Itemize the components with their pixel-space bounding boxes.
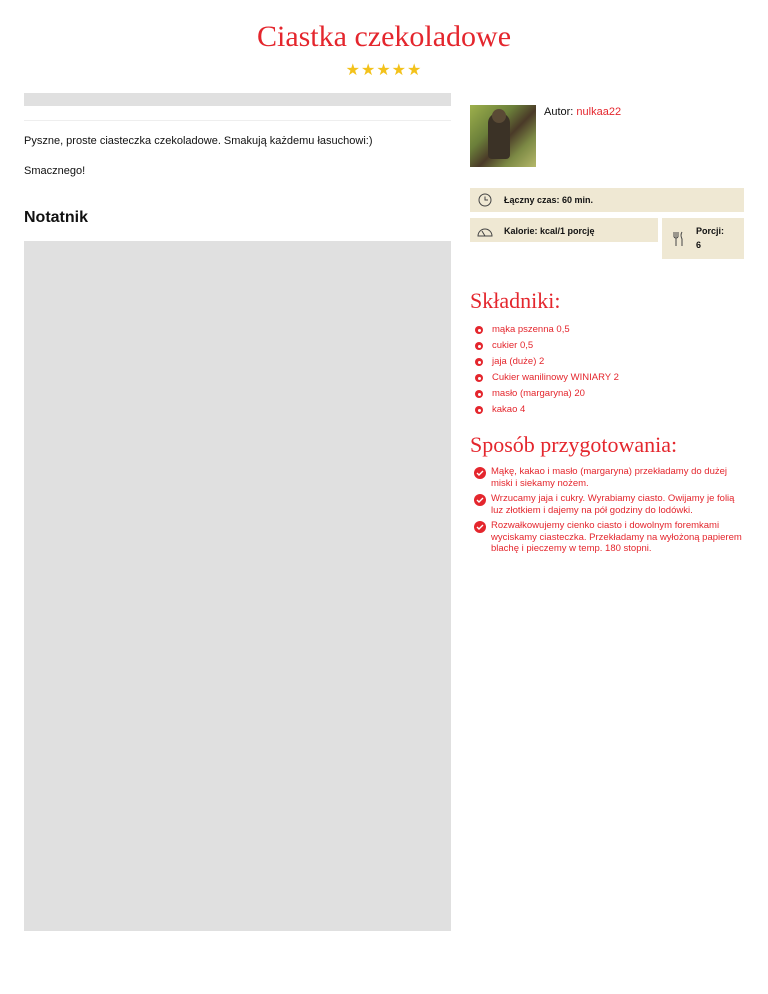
rating-stars[interactable]: ★★★★★	[345, 62, 423, 79]
ingredient-text: kakao 4	[492, 404, 526, 415]
notes-title: Notatnik	[24, 209, 88, 226]
ingredient-text: cukier 0,5	[492, 340, 534, 351]
author-avatar[interactable]	[470, 105, 536, 167]
recipe-title: Ciastka czekoladowe	[256, 20, 512, 53]
circle-bullet-icon	[475, 390, 483, 398]
step-item	[474, 466, 746, 489]
servings-value: 6	[696, 240, 702, 250]
total-time-text: Łączny czas: 60 min.	[504, 195, 594, 205]
ingredient-item	[475, 338, 619, 354]
check-circle-icon	[474, 521, 486, 533]
ingredient-text: jaja (duże) 2	[492, 356, 545, 367]
ingredient-item	[475, 370, 619, 386]
step-text: Mąkę, kakao i masło (margaryna) przekładamy do dużej miski i siekamy nożem.	[491, 466, 728, 489]
circle-bullet-icon	[475, 326, 483, 334]
ingredient-text: mąka pszenna 0,5	[492, 324, 570, 335]
author-line	[544, 106, 621, 118]
circle-bullet-icon	[475, 374, 483, 382]
notes-textarea[interactable]	[24, 241, 451, 931]
ingredients-title: Składniki:	[470, 288, 561, 313]
ingredient-item	[475, 354, 619, 370]
ingredient-item	[475, 402, 619, 418]
recipe-description: Pyszne, proste ciasteczka czekoladowe. Smakują każdemu łasuchowi:)	[24, 135, 373, 147]
step-text: Wrzucamy jaja i cukry. Wyrabiamy ciasto. Owijamy je folią luz złotkiem i dajemy na pół godziny do lodówki.	[491, 493, 735, 516]
ingredient-item	[475, 386, 619, 402]
step-item	[474, 520, 746, 555]
avatar-head	[492, 109, 506, 123]
clock-icon	[478, 193, 492, 207]
servings-label: Porcji:	[696, 226, 725, 236]
divider	[24, 120, 451, 121]
step-item	[474, 493, 746, 516]
ingredient-item	[475, 322, 619, 338]
circle-bullet-icon	[475, 342, 483, 350]
cutlery-icon	[672, 231, 684, 247]
total-time-box	[470, 188, 744, 212]
author-link[interactable]: nulkaa22	[576, 106, 622, 118]
servings-box	[662, 218, 744, 259]
ingredients-list	[475, 322, 619, 418]
check-circle-icon	[474, 467, 486, 479]
preparation-steps	[474, 466, 746, 559]
circle-bullet-icon	[475, 358, 483, 366]
recipe-closing: Smacznego!	[24, 165, 86, 177]
preparation-title: Sposób przygotowania:	[470, 432, 678, 457]
check-circle-icon	[474, 494, 486, 506]
ingredient-text: masło (margaryna) 20	[492, 388, 585, 399]
gauge-icon	[476, 224, 494, 238]
step-text: Rozwałkowujemy cienko ciasto i dowolnym foremkami wyciskamy ciasteczka. Przekładamy na wyłożoną papierem blachę i pieczemy w temp. 180 stopni.	[491, 520, 742, 554]
top-banner-placeholder	[24, 93, 451, 106]
calories-box	[470, 218, 658, 242]
author-label: Autor:	[544, 106, 574, 118]
circle-bullet-icon	[475, 406, 483, 414]
calories-text: Kalorie: kcal/1 porcję	[504, 226, 595, 236]
ingredient-text: Cukier wanilinowy WINIARY 2	[492, 372, 619, 383]
